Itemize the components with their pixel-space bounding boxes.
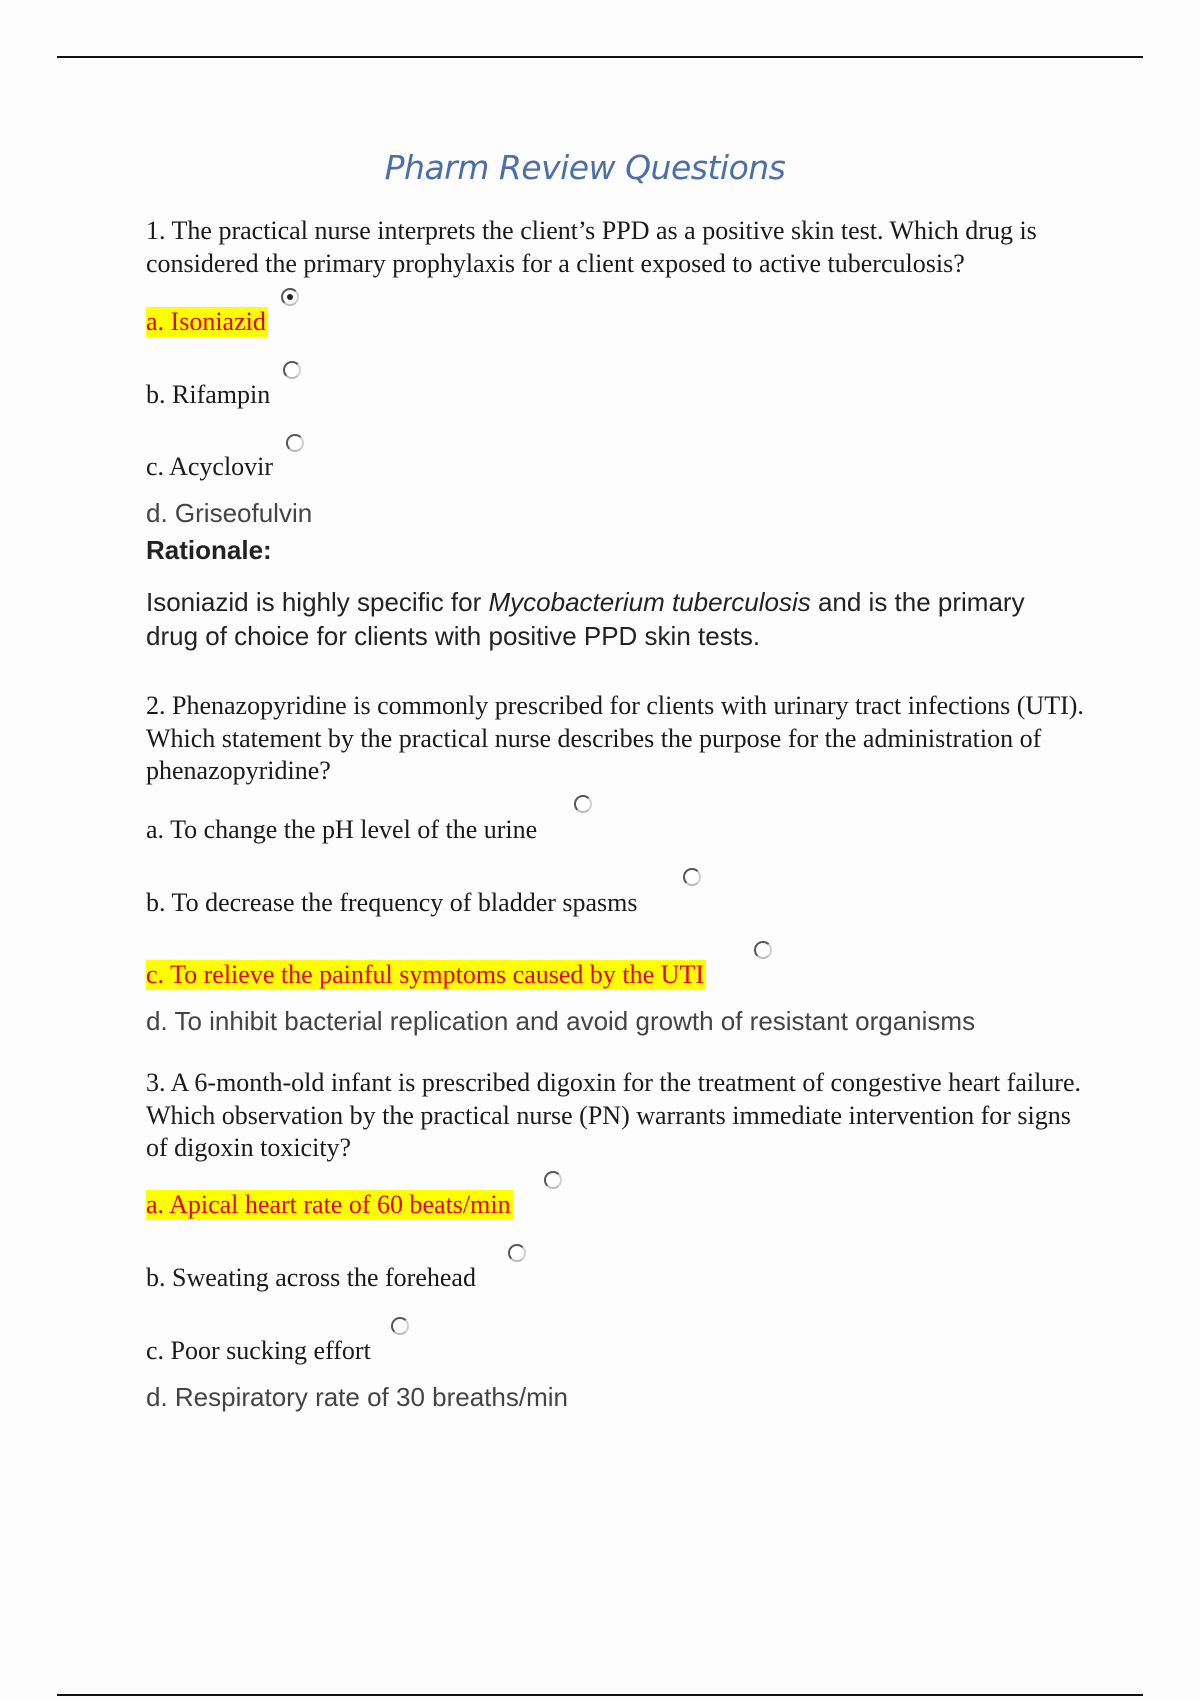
q2-option-d-label: d. To inhibit bacterial replication and avoid growth of resistant organisms bbox=[146, 1006, 976, 1036]
rationale-label: Rationale: bbox=[146, 535, 272, 565]
q1-option-a-radio[interactable] bbox=[281, 288, 299, 306]
q1-option-c-radio[interactable] bbox=[286, 434, 304, 452]
q3-option-a-radio[interactable] bbox=[544, 1171, 562, 1189]
header-rule bbox=[57, 56, 1143, 58]
q2-option-a-radio[interactable] bbox=[574, 795, 592, 813]
q1-option-d[interactable] bbox=[146, 498, 312, 529]
q3-option-d-label: d. Respiratory rate of 30 breaths/min bbox=[146, 1382, 568, 1412]
q1-option-a[interactable] bbox=[146, 307, 268, 337]
q2-option-a-label: a. To change the pH level of the urine bbox=[146, 815, 538, 844]
q3-option-d[interactable] bbox=[146, 1382, 568, 1413]
page-title: Pharm Review Questions bbox=[384, 148, 786, 187]
q2-option-a[interactable] bbox=[146, 815, 537, 845]
q3-option-b-label: b. Sweating across the forehead bbox=[146, 1263, 476, 1292]
q1-option-b-label: b. Rifampin bbox=[146, 380, 271, 409]
rationale-text-start: Isoniazid is highly specific for bbox=[146, 587, 489, 617]
q3-option-c[interactable] bbox=[146, 1336, 371, 1366]
q2-option-b-radio[interactable] bbox=[683, 868, 701, 886]
q3-option-a-label: a. Apical heart rate of 60 beats/min bbox=[146, 1190, 511, 1219]
q2-option-c-radio[interactable] bbox=[754, 941, 772, 959]
q1-option-c[interactable] bbox=[146, 452, 273, 482]
footer-rule bbox=[57, 1694, 1143, 1696]
q3-option-c-radio[interactable] bbox=[391, 1317, 409, 1335]
q3-option-a[interactable] bbox=[146, 1190, 513, 1220]
question-3-text: 3. A 6-month-old infant is prescribed digoxin for the treatment of congestive heart failure. Which observation by the practical nurse (PN) warrants immediate intervention for signs of digoxin toxicity? bbox=[146, 1068, 1082, 1162]
question-1-text: 1. The practical nurse interprets the client’s PPD as a positive skin test. Which drug is considered the primary prophylaxis for a client exposed to active tuberculosis? bbox=[146, 216, 1037, 278]
q1-option-a-label: a. Isoniazid bbox=[146, 307, 266, 336]
q2-option-d[interactable] bbox=[146, 1006, 975, 1037]
q1-option-b-radio[interactable] bbox=[283, 361, 301, 379]
q2-option-b-label: b. To decrease the frequency of bladder spasms bbox=[146, 888, 638, 917]
rationale-organism-name: Mycobacterium tuberculosis bbox=[488, 587, 811, 617]
q3-option-b[interactable] bbox=[146, 1263, 476, 1293]
question-2-text: 2. Phenazopyridine is commonly prescribed for clients with urinary tract infections (UTI). Which statement by the practical nurse describes the purpose for the administration of phenazopyridine? bbox=[146, 691, 1084, 785]
q1-option-c-label: c. Acyclovir bbox=[146, 452, 274, 481]
q3-option-b-radio[interactable] bbox=[508, 1244, 526, 1262]
rationale-text bbox=[146, 585, 1076, 653]
q2-option-c[interactable] bbox=[146, 960, 706, 990]
q3-option-c-label: c. Poor sucking effort bbox=[146, 1336, 371, 1365]
q2-option-b[interactable] bbox=[146, 888, 638, 918]
q1-option-d-label: d. Griseofulvin bbox=[146, 498, 313, 528]
radio-selected-dot bbox=[287, 294, 293, 300]
rationale-text-end: and is the primary drug of choice for clients with positive PPD skin tests. bbox=[146, 587, 1025, 651]
q2-option-c-label: c. To relieve the painful symptoms caused by the UTI bbox=[146, 960, 704, 989]
q1-option-b[interactable] bbox=[146, 380, 270, 410]
